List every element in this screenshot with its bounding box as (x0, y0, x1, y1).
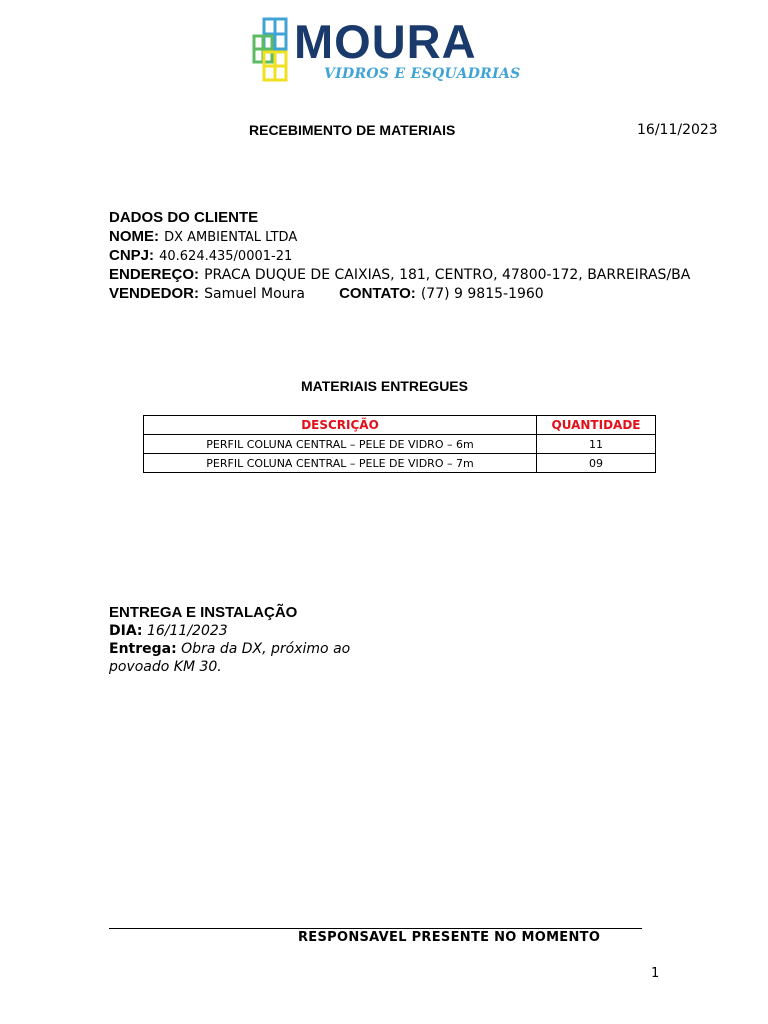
window-frame-icon (250, 16, 290, 82)
row-description: PERFIL COLUNA CENTRAL – PELE DE VIDRO – 6m (144, 435, 537, 454)
client-contact-label: CONTATO: (339, 285, 416, 302)
delivery-heading: ENTREGA E INSTALAÇÃO (109, 604, 298, 621)
client-name-value: DX AMBIENTAL LTDA (164, 230, 298, 245)
table-row (144, 435, 656, 454)
client-address-value: PRACA DUQUE DE CAIXIAS, 181, CENTRO, 47800-172, BARREIRAS/BA (204, 267, 691, 283)
materials-table (143, 415, 656, 473)
delivery-day-value: 16/11/2023 (146, 623, 228, 639)
row-quantity: 09 (537, 454, 656, 473)
signature-label: RESPONSAVEL PRESENTE NO MOMENTO (298, 930, 601, 945)
column-header-quantity: QUANTIDADE (537, 416, 656, 435)
document-title: RECEBIMENTO DE MATERIAIS (249, 122, 456, 138)
client-name-row (109, 227, 690, 246)
client-contact-value: (77) 9 9815-1960 (420, 286, 544, 302)
client-cnpj-value: 40.624.435/0001-21 (159, 249, 293, 264)
client-cnpj-label: CNPJ: (109, 247, 155, 264)
client-seller-row (109, 284, 690, 303)
table-header-row (144, 416, 656, 435)
delivery-place-value: Obra da DX, próximo ao povoado KM 30. (109, 641, 351, 675)
materials-heading: MATERIAIS ENTREGUES (301, 378, 468, 394)
delivery-section (109, 604, 399, 676)
signature-line (109, 928, 642, 929)
delivery-day-row (109, 622, 399, 640)
delivery-day-label: DIA: (109, 623, 143, 639)
row-description: PERFIL COLUNA CENTRAL – PELE DE VIDRO – 7m (144, 454, 537, 473)
delivery-place-row (109, 640, 399, 676)
client-heading: DADOS DO CLIENTE (109, 209, 259, 226)
company-logo (250, 14, 520, 86)
client-name-label: NOME: (109, 228, 159, 245)
client-cnpj-row (109, 246, 690, 265)
brand-name: MOURA (294, 15, 477, 68)
client-address-label: ENDEREÇO: (109, 266, 200, 283)
brand-tagline: VIDROS E ESQUADRIAS (324, 66, 521, 82)
row-quantity: 11 (537, 435, 656, 454)
client-seller-label: VENDEDOR: (109, 285, 200, 302)
column-header-description: DESCRIÇÃO (144, 416, 537, 435)
client-address-row (109, 265, 690, 284)
table-row (144, 454, 656, 473)
client-seller-value: Samuel Moura (204, 286, 305, 302)
page-number: 1 (651, 966, 660, 981)
client-section (109, 209, 690, 303)
document-date: 16/11/2023 (637, 122, 718, 138)
delivery-place-label: Entrega: (109, 641, 177, 657)
